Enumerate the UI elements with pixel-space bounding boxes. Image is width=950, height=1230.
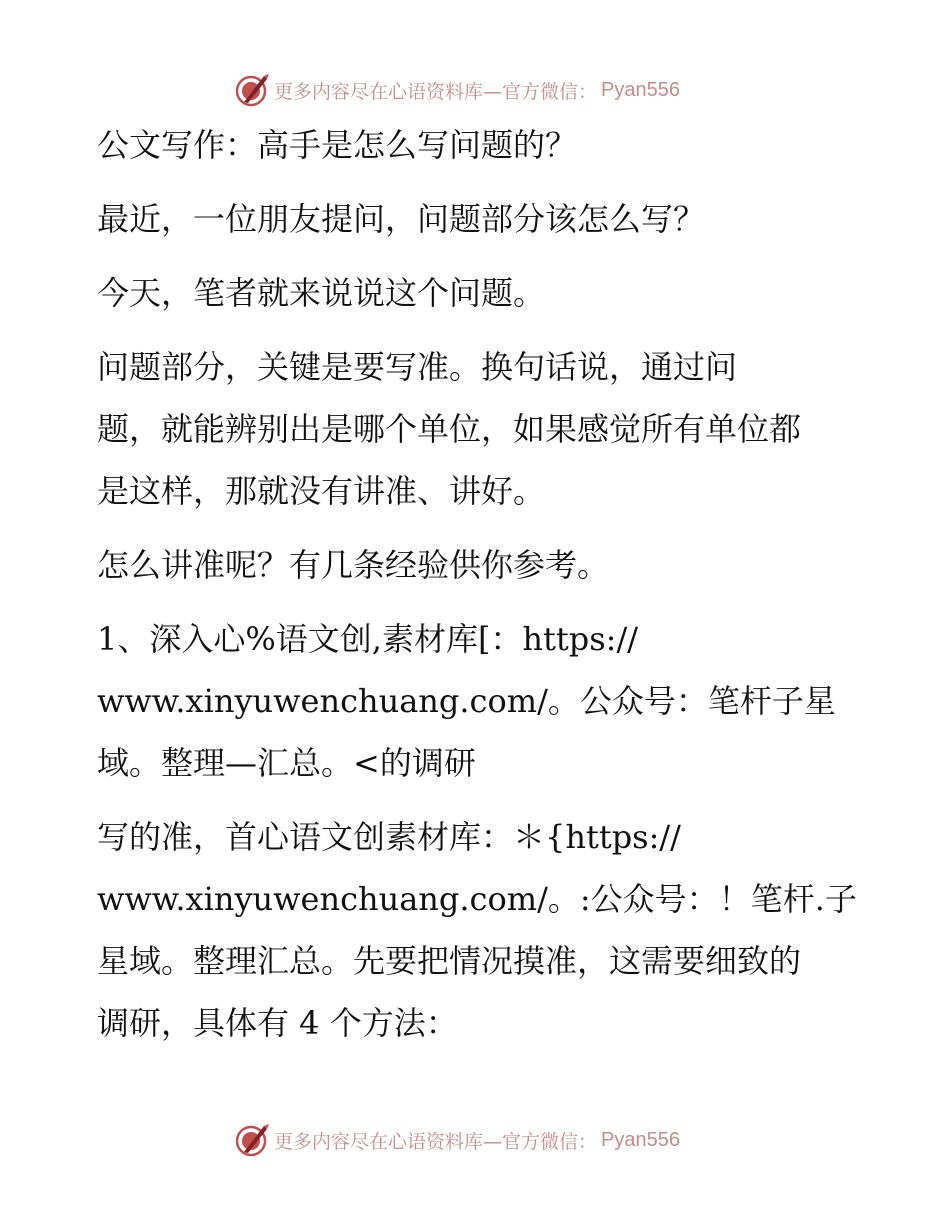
text-line: 最近，一位朋友提问，问题部分该怎么写？ xyxy=(97,200,706,238)
text-line: www.xinyuwenchuang.com/。:公众号：！笔杆.子 xyxy=(97,880,857,918)
paragraph xyxy=(97,534,857,596)
watermark-text: 更多内容尽在心语资料库—官方微信： xyxy=(274,1130,598,1153)
text-line: 公文写作：高手是怎么写问题的？ xyxy=(97,126,578,164)
text-line: 1、深入心%语文创,素材库[：https:// xyxy=(97,620,639,658)
wechat-id: Pyan556 xyxy=(601,1128,680,1151)
text-line: 写的准，首心语文创素材库：＊{https:// xyxy=(97,818,681,856)
wechat-id: Pyan556 xyxy=(601,78,680,101)
quill-logo-icon xyxy=(234,1122,270,1158)
text-line: www.xinyuwenchuang.com/。公众号：笔杆子星 xyxy=(97,682,836,720)
text-line: 问题部分，关键是要写准。换句话说，通过问 xyxy=(97,348,738,386)
paragraph xyxy=(97,806,857,1054)
paragraph xyxy=(97,262,857,324)
quill-logo-icon xyxy=(234,72,270,108)
paragraph xyxy=(97,188,857,250)
text-line: 题，就能辨别出是哪个单位，如果感觉所有单位都 xyxy=(97,410,802,448)
text-line: 怎么讲准呢？有几条经验供你参考。 xyxy=(97,546,610,584)
text-line: 是这样，那就没有讲准、讲好。 xyxy=(97,472,546,510)
footer-watermark xyxy=(234,1120,680,1160)
watermark-text: 更多内容尽在心语资料库—官方微信： xyxy=(274,80,598,103)
document-body xyxy=(97,114,857,1066)
paragraph xyxy=(97,114,857,176)
text-line: 今天，笔者就来说说这个问题。 xyxy=(97,274,546,312)
text-line: 域。整理—汇总。<的调研 xyxy=(97,744,476,782)
paragraph xyxy=(97,608,857,794)
header-watermark xyxy=(234,70,680,110)
paragraph xyxy=(97,336,857,522)
text-line: 星域。整理汇总。先要把情况摸准，这需要细致的 xyxy=(97,942,802,980)
text-line: 调研，具体有 4 个方法： xyxy=(97,1004,458,1042)
